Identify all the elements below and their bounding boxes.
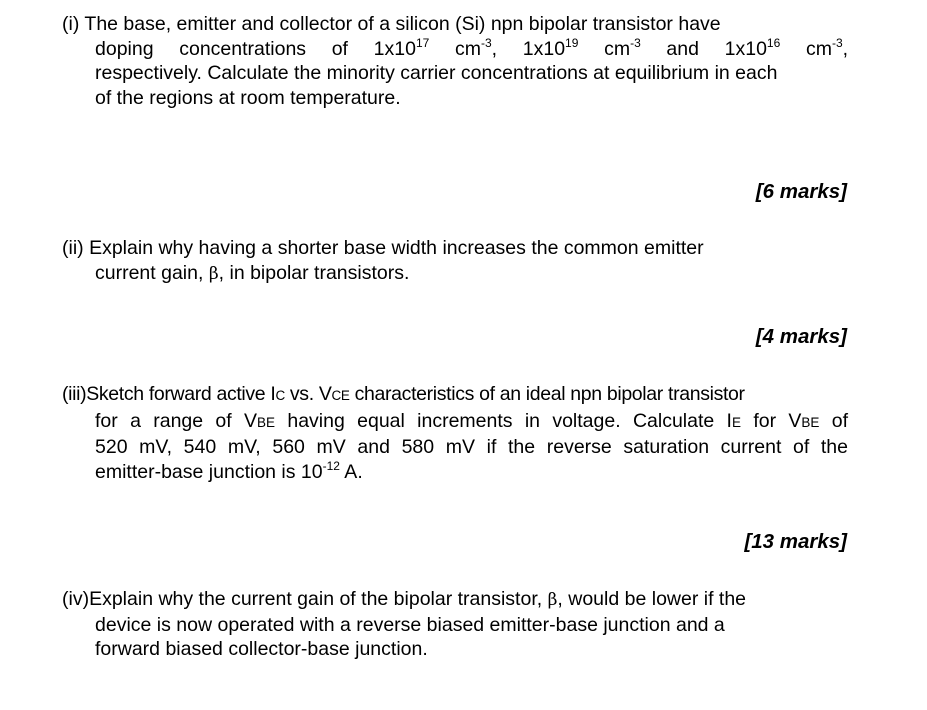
question-iii-text-b1: for a range of V	[95, 409, 258, 432]
sub-ce: CE	[331, 388, 350, 403]
unit-3: $cm^{-3}$,	[805, 35, 849, 60]
question-ii-marks: [4 marks]	[755, 325, 847, 348]
question-iv-label: (iv)	[62, 588, 90, 610]
question-iii-text-b3: for V	[741, 409, 802, 432]
emitter-base-concentration	[373, 35, 430, 60]
question-iii-text-d1: emitter-base junction is 10	[95, 460, 323, 483]
question-ii-text-a: Explain why having a shorter base width increases the common emitter	[89, 237, 704, 259]
question-iii-text-a2: vs. V	[284, 383, 332, 405]
question-i-line-1	[62, 12, 848, 37]
question-i-marks: [6 marks]	[755, 180, 847, 203]
unit-3-text: cm	[805, 37, 832, 60]
question-ii-label: (ii)	[62, 237, 84, 259]
question-iii-label: (iii)	[62, 383, 87, 405]
question-iv-text-a1: Explain why the current gain of the bipolar transistor,	[89, 588, 543, 610]
question-iii-line-2	[62, 409, 848, 436]
question-iii	[62, 382, 848, 484]
question-iii-line-4	[62, 460, 848, 485]
sub-be-2: BE	[801, 414, 820, 430]
question-i	[62, 12, 848, 110]
question-iv	[62, 587, 848, 662]
question-iii-line-3	[62, 435, 848, 460]
conc-2: 1x10	[522, 37, 566, 60]
unit-1: $cm^{-3}$,	[454, 35, 498, 60]
question-iii-text-b2: having equal increments in voltage. Calculate I	[275, 409, 732, 432]
question-i-line-3	[62, 61, 848, 86]
question-ii-line-1	[62, 236, 848, 261]
question-iv-line-2	[62, 613, 848, 638]
question-i-text-c: respectively. Calculate the minority carrier concentrations at equilibrium in each	[95, 62, 778, 84]
unit-exp-1: -3	[480, 35, 492, 50]
exp-2: 19	[565, 35, 579, 50]
question-i-line-2: doping concentrations of $1x10^{17}$ $cm^{-3}$, $1x10^{19}$ $cm^{-3}$ and $1x10^{16}$ $cm^{-3}$,	[95, 35, 849, 60]
question-iii-text-c: 520 mV, 540 mV, 560 mV and 580 mV if the reverse saturation current of the	[95, 436, 848, 458]
exp-d: -12	[322, 458, 340, 473]
sub-c: C	[275, 388, 285, 403]
question-ii-text-b-prefix: current gain,	[95, 261, 204, 284]
question-iii-text-d2: A.	[339, 460, 363, 483]
exp-1: 17	[415, 35, 430, 50]
unit-2-text: cm	[604, 37, 631, 60]
question-iii-text-b4: of	[819, 409, 849, 432]
question-i-label: (i)	[62, 13, 80, 35]
question-iii-text-a1: Sketch forward active I	[86, 383, 276, 405]
question-ii-text-b-suffix: , in bipolar transistors.	[218, 261, 410, 284]
exp-3: 16	[766, 35, 781, 50]
question-iv-text-a2: , would be lower if the	[557, 588, 747, 610]
conc-1: 1x10	[373, 37, 416, 60]
question-i-text-a: The base, emitter and collector of a silicon (Si) npn bipolar transistor have	[84, 13, 721, 35]
question-iii-text-a3: characteristics of an ideal npn bipolar transistor	[349, 383, 745, 405]
beta-symbol: β	[208, 263, 219, 284]
unit-exp-3: -3	[831, 35, 843, 50]
unit-2	[604, 35, 641, 60]
sub-e: E	[731, 414, 741, 430]
question-iv-line-1	[62, 587, 848, 613]
question-iv-text-b: device is now operated with a reverse biased emitter-base junction and a	[95, 613, 725, 636]
conc-3: 1x10	[724, 37, 767, 60]
emitter-concentration	[522, 35, 579, 60]
question-i-text-d: of the regions at room temperature.	[95, 86, 401, 109]
question-iii-marks: [13 marks]	[744, 530, 847, 553]
question-iii-line-1	[62, 382, 848, 409]
question-i-text-b: doping concentrations of	[95, 37, 348, 60]
question-ii	[62, 236, 848, 286]
question-i-line-4	[62, 86, 848, 111]
unit-exp-2: -3	[630, 35, 641, 50]
question-iv-line-3	[62, 637, 848, 662]
sub-be-1: BE	[257, 414, 276, 430]
question-ii-line-2	[62, 261, 848, 287]
unit-1-text: cm	[454, 37, 481, 60]
collector-concentration	[724, 35, 781, 60]
question-iv-text-c: forward biased collector-base junction.	[95, 638, 428, 660]
beta-symbol-iv: β	[547, 590, 558, 610]
